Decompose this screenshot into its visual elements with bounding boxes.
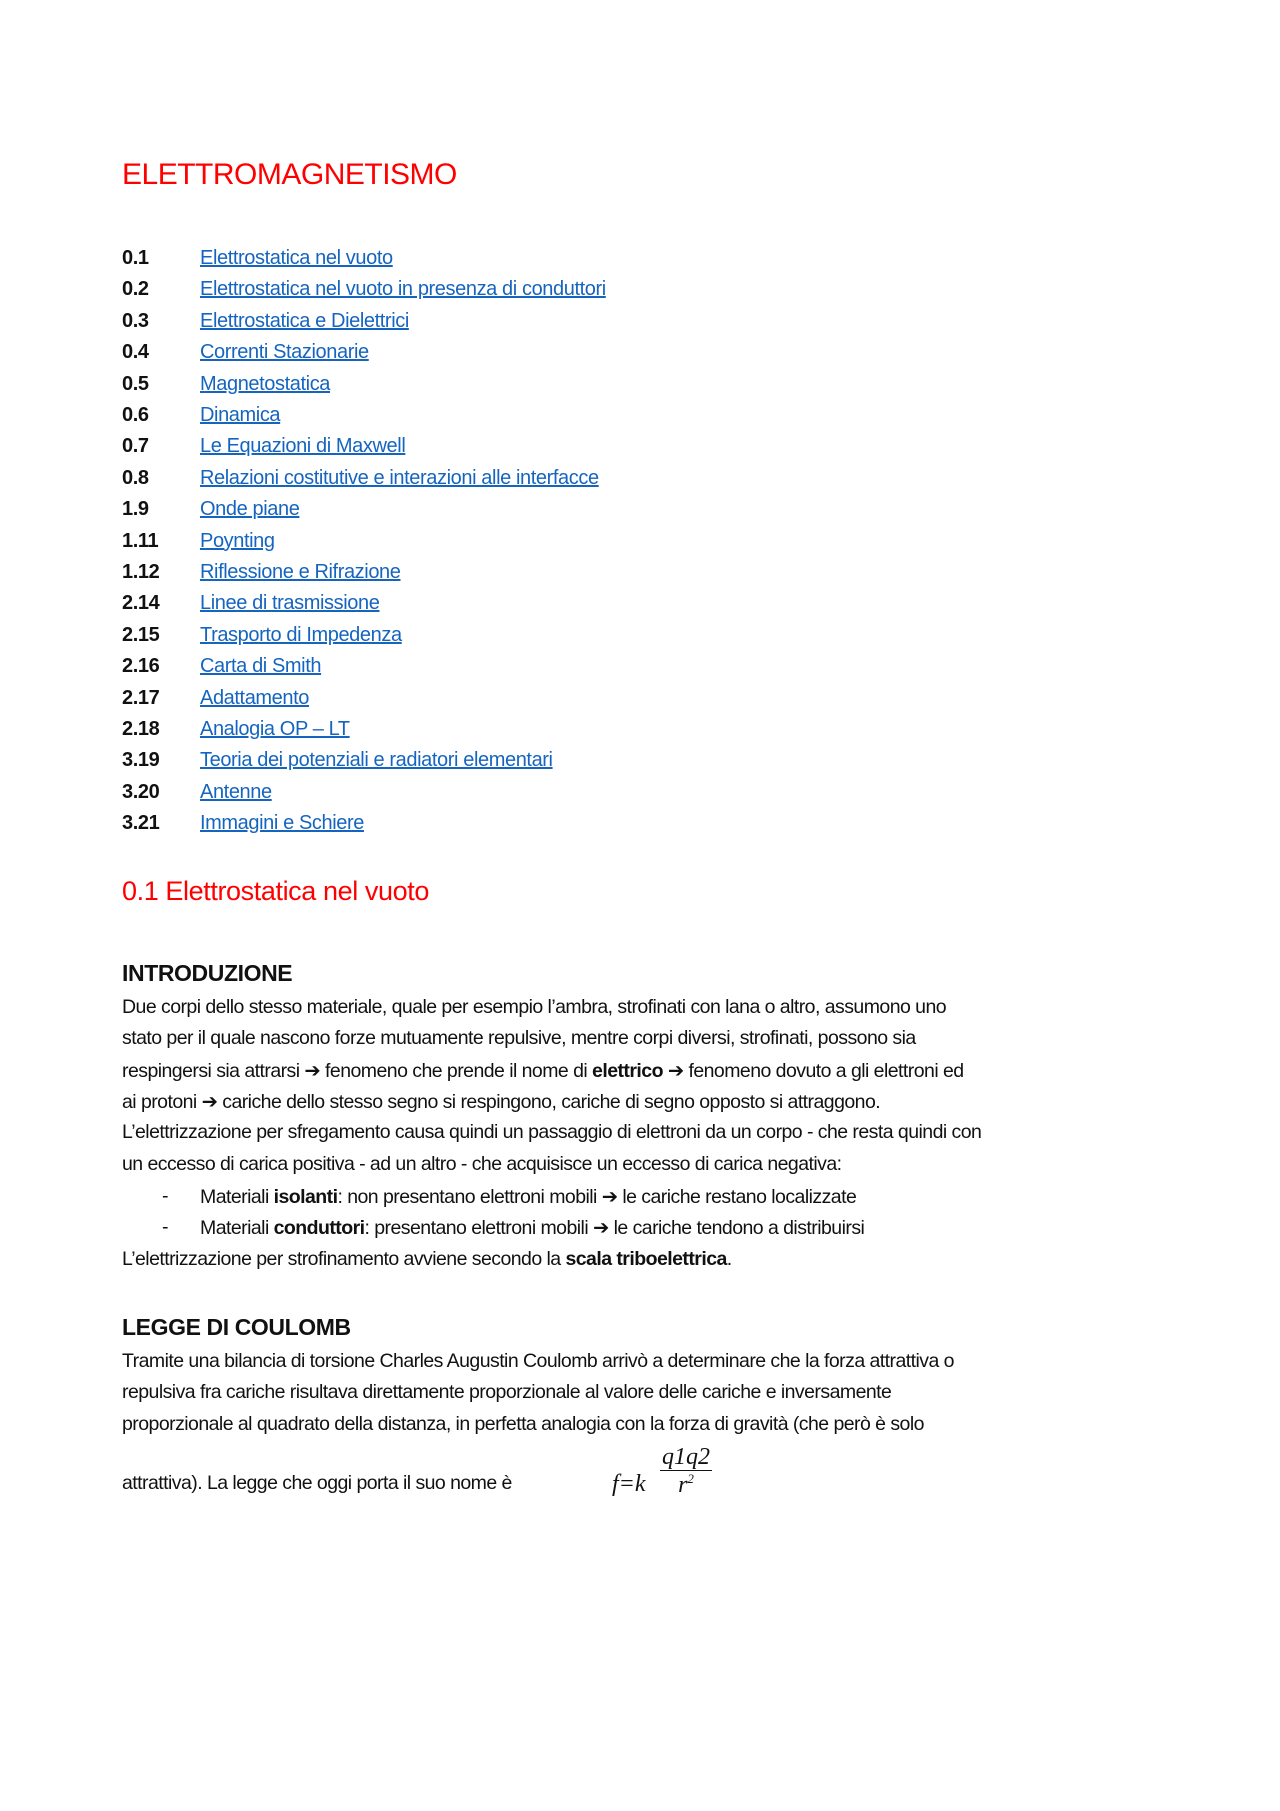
toc-number: 0.8	[122, 466, 149, 489]
text: : presentano elettroni mobili ➔ le cariche tendono a distribuirsi	[364, 1217, 865, 1239]
toc-link[interactable]: Elettrostatica nel vuoto	[200, 247, 393, 269]
toc-number: 2.14	[122, 592, 160, 615]
bold-term: scala triboelettrica	[565, 1248, 727, 1270]
text: ➔ fenomeno dovuto a gli elettroni ed	[662, 1060, 964, 1082]
formula-numerator: q1q2	[662, 1444, 710, 1470]
formula-lhs: f=k	[612, 1471, 646, 1497]
toc-number: 3.20	[122, 780, 160, 803]
bold-term: conduttori	[273, 1217, 365, 1239]
toc-number: 2.16	[122, 655, 160, 678]
toc-number: 1.12	[122, 561, 160, 583]
bullet-dash: -	[162, 1185, 169, 1207]
bullet-dash: -	[162, 1216, 169, 1238]
text: .	[726, 1248, 732, 1270]
formula-denominator	[660, 1471, 712, 1499]
coulomb-formula	[612, 1444, 732, 1508]
text: L’elettrizzazione per strofinamento avviene secondo la	[122, 1248, 566, 1270]
toc-number: 2.17	[122, 686, 160, 709]
paragraph-line: ai protoni ➔ cariche dello stesso segno si respingono, cariche di segno opposto si attraggono.	[122, 1091, 881, 1113]
paragraph-line: stato per il quale nascono forze mutuamente repulsive, mentre corpi diversi, strofinati, possono sia	[122, 1027, 916, 1049]
paragraph-line: L’elettrizzazione per sfregamento causa quindi un passaggio di elettroni da un corpo - che resta quindi con	[122, 1121, 982, 1143]
intro-heading: INTRODUZIONE	[122, 960, 293, 986]
toc-link[interactable]: Magnetostatica	[200, 372, 331, 395]
toc-number: 0.4	[122, 341, 149, 364]
toc-link[interactable]: Immagini e Schiere	[200, 812, 364, 835]
formula-fraction	[660, 1444, 712, 1499]
bullet-text	[200, 1185, 856, 1209]
paragraph-line: un eccesso di carica positiva - ad un altro - che acquisisce un eccesso di carica negativa:	[122, 1153, 842, 1175]
toc-number: 3.21	[122, 812, 160, 835]
toc-link[interactable]: Onde piane	[200, 498, 300, 521]
bullet-text	[200, 1216, 864, 1240]
paragraph-line: repulsiva fra cariche risultava direttamente proporzionale al valore delle cariche e inversamente	[122, 1381, 892, 1403]
toc-link[interactable]: Adattamento	[200, 686, 310, 709]
toc-link[interactable]: Poynting	[200, 529, 275, 552]
toc-number: 3.19	[122, 749, 160, 772]
formula-base: r	[678, 1472, 688, 1498]
document-title: ELETTROMAGNETISMO	[122, 158, 457, 191]
toc-link[interactable]: Riflessione e Rifrazione	[200, 561, 401, 583]
toc-number: 0.2	[122, 278, 149, 301]
toc-number: 2.15	[122, 623, 160, 646]
toc-link[interactable]: Carta di Smith	[200, 655, 322, 678]
text: : non presentano elettroni mobili ➔ le cariche restano localizzate	[337, 1186, 857, 1208]
text: Materiali	[200, 1186, 274, 1208]
toc-number: 2.18	[122, 718, 160, 740]
toc-link[interactable]: Antenne	[200, 780, 272, 803]
bold-term: isolanti	[273, 1186, 338, 1208]
bold-term: elettrico	[592, 1060, 663, 1082]
formula-exponent: 2	[687, 1471, 694, 1486]
paragraph-line: attrattiva). La legge che oggi porta il suo nome è	[122, 1472, 512, 1494]
toc-number: 0.5	[122, 372, 149, 395]
paragraph-line	[122, 1248, 732, 1271]
toc-link[interactable]: Linee di trasmissione	[200, 592, 380, 615]
toc-link[interactable]: Elettrostatica nel vuoto in presenza di conduttori	[200, 278, 606, 301]
toc-link[interactable]: Trasporto di Impedenza	[200, 623, 402, 646]
paragraph-line	[122, 1059, 964, 1083]
toc-number: 0.7	[122, 435, 149, 458]
paragraph-line: Tramite una bilancia di torsione Charles Augustin Coulomb arrivò a determinare che la forza attrattiva o	[122, 1350, 954, 1372]
toc-link[interactable]: Dinamica	[200, 404, 281, 426]
toc-link[interactable]: Analogia OP – LT	[200, 718, 350, 740]
coulomb-heading: LEGGE DI COULOMB	[122, 1314, 351, 1340]
toc-number: 0.1	[122, 247, 149, 269]
paragraph-line: Due corpi dello stesso materiale, quale per esempio l’ambra, strofinati con lana o altro, assumono uno	[122, 996, 947, 1018]
toc-link[interactable]: Teoria dei potenziali e radiatori elementari	[200, 749, 553, 772]
text: Materiali	[200, 1217, 274, 1239]
text: respingersi sia attrarsi ➔ fenomeno che prende il nome di	[122, 1060, 593, 1082]
toc-number: 0.6	[122, 404, 149, 426]
paragraph-line: proporzionale al quadrato della distanza, in perfetta analogia con la forza di gravità (che però è solo	[122, 1413, 924, 1435]
toc-number: 1.11	[122, 529, 159, 552]
toc-link[interactable]: Le Equazioni di Maxwell	[200, 435, 406, 458]
section-heading: 0.1 Elettrostatica nel vuoto	[122, 876, 429, 906]
toc-link[interactable]: Relazioni costitutive e interazioni alle interfacce	[200, 466, 599, 489]
toc-number: 0.3	[122, 309, 149, 332]
toc-number: 1.9	[122, 498, 149, 521]
toc-link[interactable]: Correnti Stazionarie	[200, 341, 369, 364]
toc-link[interactable]: Elettrostatica e Dielettrici	[200, 309, 409, 332]
